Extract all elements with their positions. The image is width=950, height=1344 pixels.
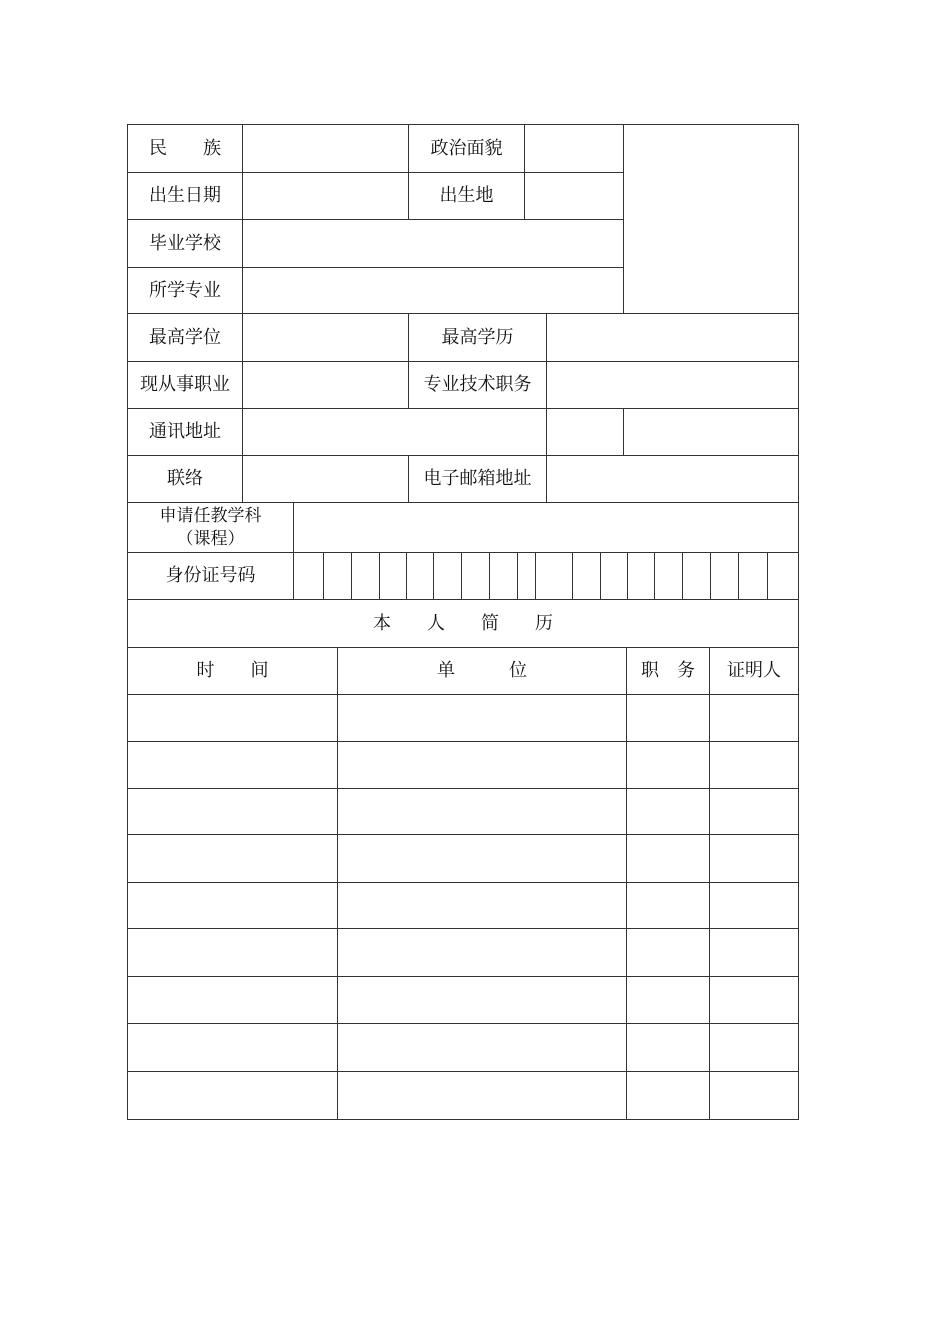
- label-graduate-school: 毕业学校: [149, 232, 221, 254]
- field-graduate-school[interactable]: [243, 220, 623, 267]
- resume-title: 本 人 简 历: [373, 612, 553, 634]
- field-political-status[interactable]: [525, 125, 623, 172]
- field-email-address[interactable]: [547, 456, 798, 502]
- resume-table-body[interactable]: [128, 695, 798, 1119]
- field-id-number[interactable]: [294, 553, 798, 599]
- rule: [127, 1119, 799, 1120]
- field-birthplace[interactable]: [525, 173, 623, 219]
- label-email-address: 电子邮箱地址: [423, 468, 532, 489]
- label-mailing-address: 通讯地址: [149, 421, 221, 442]
- label-birth-date: 出生日期: [149, 185, 221, 206]
- label-ethnicity: 民 族: [149, 137, 221, 159]
- column-header-time: 时 间: [196, 660, 269, 681]
- label-id-number: 身份证号码: [165, 565, 256, 586]
- column-header-position: 职 务: [641, 660, 695, 681]
- field-major[interactable]: [243, 268, 623, 313]
- field-contact[interactable]: [243, 456, 408, 502]
- field-teaching-subject[interactable]: [294, 503, 798, 552]
- field-postcode-label[interactable]: [547, 409, 623, 455]
- label-contact: 联络: [167, 468, 203, 489]
- label-highest-degree: 最高学位: [149, 326, 221, 348]
- label-professional-title: 专业技术职务: [423, 374, 532, 395]
- field-birth-date[interactable]: [243, 173, 408, 219]
- field-highest-education[interactable]: [547, 314, 798, 361]
- label-current-occupation: 现从事职业: [140, 374, 230, 395]
- label-teaching-subject: 申请任教学科 （课程）: [159, 505, 262, 549]
- label-major: 所学专业: [149, 279, 221, 301]
- field-ethnicity[interactable]: [243, 125, 408, 172]
- label-birthplace: 出生地: [439, 185, 494, 206]
- label-highest-education: 最高学历: [441, 326, 514, 348]
- field-postcode[interactable]: [624, 409, 798, 455]
- field-highest-degree[interactable]: [243, 314, 408, 361]
- field-professional-title[interactable]: [547, 362, 798, 408]
- field-current-occupation[interactable]: [243, 362, 408, 408]
- field-mailing-address[interactable]: [243, 409, 546, 455]
- application-form: [127, 124, 799, 1120]
- column-header-unit: 单 位: [437, 660, 527, 681]
- column-header-witness: 证明人: [727, 660, 781, 681]
- label-political-status: 政治面貌: [430, 137, 503, 159]
- photo-box[interactable]: [624, 125, 798, 313]
- rule: [798, 124, 799, 1120]
